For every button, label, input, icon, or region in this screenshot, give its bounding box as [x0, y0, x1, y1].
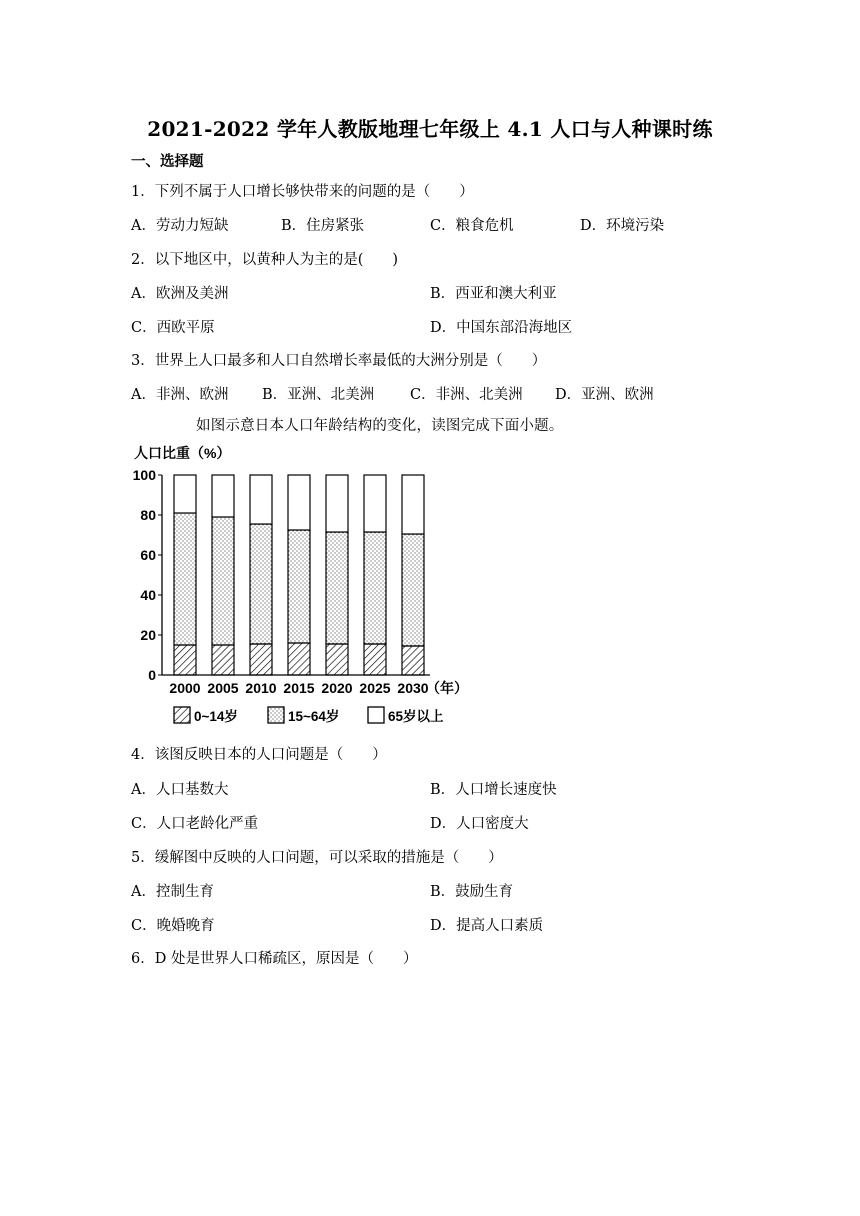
x-tick-label: 2015: [283, 680, 315, 696]
q1-option-b[interactable]: B．住房紧张: [281, 218, 365, 234]
bar-segment-dots-2030: [402, 534, 424, 646]
bar-segment-blank-2005: [212, 475, 234, 517]
y-tick-label: 100: [132, 467, 156, 483]
legend-swatch-blank: [368, 707, 384, 723]
x-axis-unit: （年）: [426, 680, 468, 696]
x-tick-label: 2005: [207, 680, 239, 696]
bar-segment-hatch-2005: [212, 645, 234, 675]
legend-swatch-hatch: [174, 707, 190, 723]
q5-option-b[interactable]: B．鼓励生育: [430, 884, 514, 900]
population-structure-chart: [130, 440, 480, 735]
legend-label: 65岁以上: [388, 709, 444, 724]
question-6-stem: 6．D 处是世界人口稀疏区，原因是（ ）: [131, 951, 418, 967]
q2-option-d[interactable]: D．中国东部沿海地区: [430, 320, 573, 336]
bar-segment-hatch-2000: [174, 645, 196, 675]
bar-segment-hatch-2025: [364, 644, 386, 675]
q4-option-a[interactable]: A．人口基数大: [131, 782, 229, 798]
bar-segment-dots-2010: [250, 524, 272, 644]
bar-segment-dots-2005: [212, 517, 234, 645]
q1-option-a[interactable]: A．劳动力短缺: [131, 218, 229, 234]
y-tick-label: 0: [148, 667, 156, 683]
bar-segment-blank-2030: [402, 475, 424, 534]
question-3-stem: 3．世界上人口最多和人口自然增长率最低的大洲分别是（ ）: [131, 353, 547, 369]
q5-option-c[interactable]: C．晚婚晚育: [131, 918, 215, 934]
q3-option-a[interactable]: A．非洲、欧洲: [131, 387, 229, 403]
q5-option-a[interactable]: A．控制生育: [131, 884, 214, 900]
bar-segment-hatch-2020: [326, 644, 348, 675]
x-tick-label: 2030: [397, 680, 429, 696]
bar-segment-dots-2025: [364, 532, 386, 644]
bar-segment-blank-2000: [174, 475, 196, 513]
bar-segment-dots-2000: [174, 513, 196, 645]
bar-segment-dots-2015: [288, 530, 310, 643]
question-1-stem: 1．下列不属于人口增长够快带来的问题的是（ ）: [131, 184, 474, 200]
legend-label: 15~64岁: [288, 709, 340, 724]
q4-option-b[interactable]: B．人口增长速度快: [430, 782, 557, 798]
x-tick-label: 2000: [169, 680, 201, 696]
bar-segment-hatch-2010: [250, 644, 272, 675]
q2-option-a[interactable]: A．欧洲及美洲: [131, 286, 229, 302]
q5-option-d[interactable]: D．提高人口素质: [430, 918, 544, 934]
bar-segment-hatch-2030: [402, 646, 424, 675]
y-tick-label: 80: [140, 507, 156, 523]
q3-option-b[interactable]: B．亚洲、北美洲: [262, 387, 375, 403]
bar-segment-blank-2010: [250, 475, 272, 524]
bar-segment-dots-2020: [326, 532, 348, 644]
q4-option-d[interactable]: D．人口密度大: [430, 816, 529, 832]
section-heading: 一、选择题: [131, 153, 204, 170]
bar-segment-blank-2015: [288, 475, 310, 530]
question-5-stem: 5．缓解图中反映的人口问题，可以采取的措施是（ ）: [131, 850, 503, 866]
q2-option-b[interactable]: B．西亚和澳大利亚: [430, 286, 557, 302]
bar-segment-hatch-2015: [288, 643, 310, 675]
x-tick-label: 2025: [359, 680, 391, 696]
q4-option-c[interactable]: C．人口老龄化严重: [131, 816, 259, 832]
y-tick-label: 60: [140, 547, 156, 563]
q1-option-c[interactable]: C．粮食危机: [430, 218, 514, 234]
chart-intro: 如图示意日本人口年龄结构的变化，读图完成下面小题。: [196, 418, 564, 434]
bar-segment-blank-2020: [326, 475, 348, 532]
q2-option-c[interactable]: C．西欧平原: [131, 320, 215, 336]
q3-option-c[interactable]: C．非洲、北美洲: [410, 387, 523, 403]
x-tick-label: 2010: [245, 680, 277, 696]
y-axis-title: 人口比重（%）: [134, 445, 231, 461]
question-2-stem: 2．以下地区中，以黄种人为主的是( ): [131, 252, 399, 268]
q1-option-d[interactable]: D．环境污染: [580, 218, 665, 234]
x-tick-label: 2020: [321, 680, 353, 696]
legend-swatch-dots: [268, 707, 284, 723]
bar-segment-blank-2025: [364, 475, 386, 532]
question-4-stem: 4．该图反映日本的人口问题是（ ）: [131, 747, 387, 763]
y-tick-label: 40: [140, 587, 156, 603]
page-title: 2021-2022 学年人教版地理七年级上 4.1 人口与人种课时练: [147, 117, 713, 141]
legend-label: 0~14岁: [194, 709, 238, 724]
q3-option-d[interactable]: D．亚洲、欧洲: [555, 387, 654, 403]
y-tick-label: 20: [140, 627, 156, 643]
